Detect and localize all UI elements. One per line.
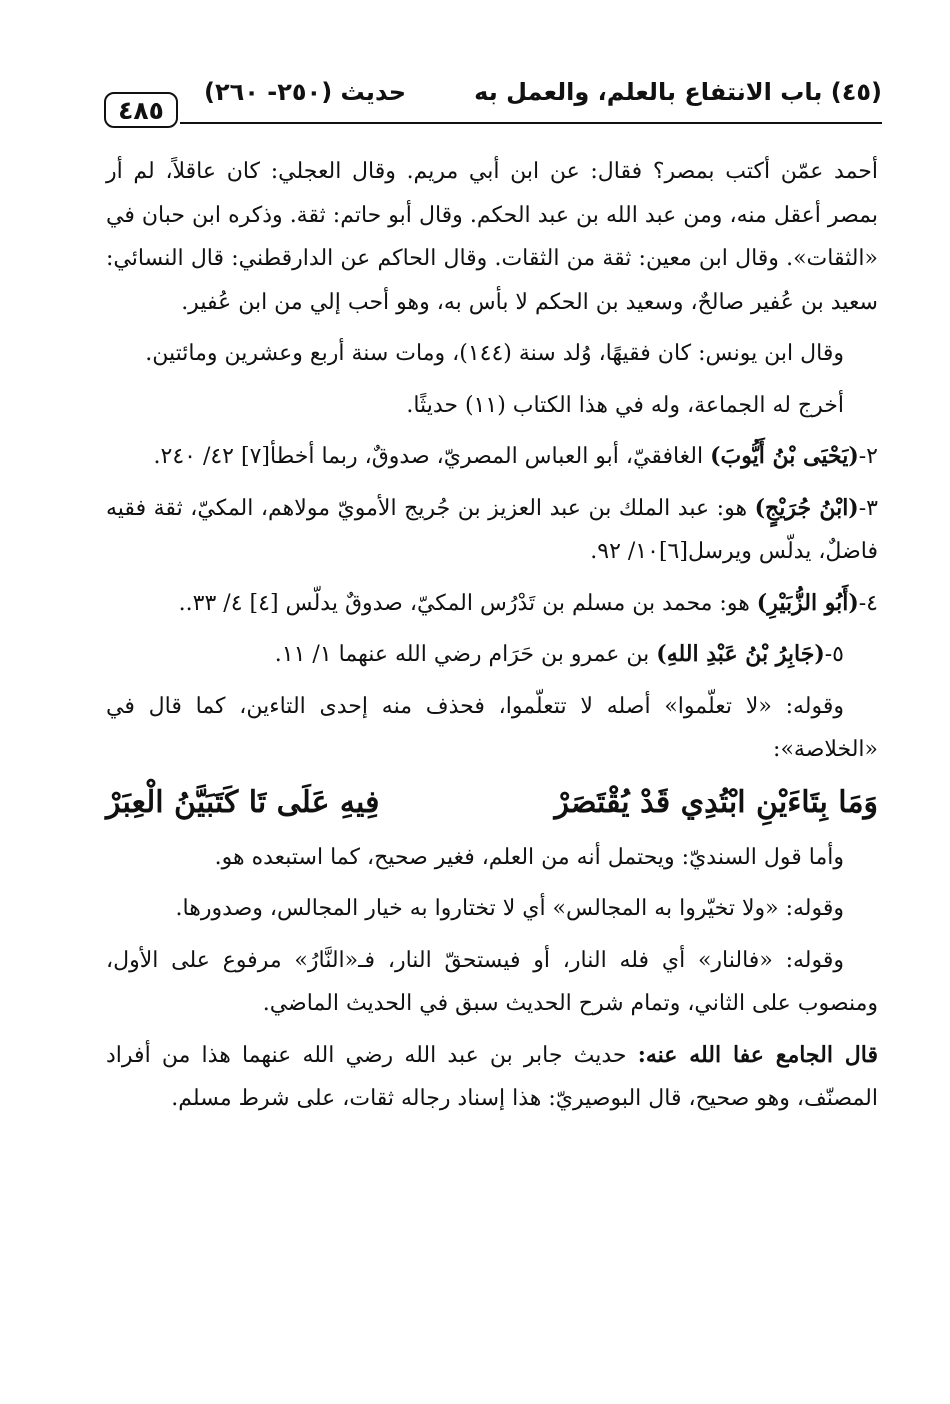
entry-number: ٥-	[824, 642, 844, 667]
page-header	[104, 70, 882, 130]
header-hadith-range: حديث (٢٥٠- ٢٦٠)	[204, 78, 407, 106]
poem-verse	[106, 780, 878, 826]
poem-first-hemistich: وَمَا بِتَاءَيْنِ ابْتُدِي قَدْ يُقْتَصَرْ	[554, 784, 878, 820]
narrator-name: (يَحْيَى بْنُ أَيُّوبَ)	[710, 443, 859, 469]
narrator-description: الغافقيّ، أبو العباس المصريّ، صدوقٌ، ربما أخطأ[٧] ٤٢/ ٢٤٠.	[153, 444, 711, 469]
poem-second-hemistich: فِيهِ عَلَى تَا كَتَبَيَّنُ الْعِبَرْ	[106, 784, 380, 820]
narrator-name: (جَابِرُ بْنُ عَبْدِ اللهِ)	[656, 641, 825, 667]
narrator-description: هو: محمد بن مسلم بن تَدْرُس المكيّ، صدوقٌ يدلّس [٤] ٤/ ٣٣..	[178, 590, 757, 616]
paragraph-sindi: وأما قول السنديّ: ويحتمل أنه من العلم، فغير صحيح، كما استبعده هو.	[214, 844, 844, 870]
paragraph-majalis: وقوله: «ولا تخيّروا به المجالس» أي لا تختاروا به خيار المجالس، وصدورها.	[175, 896, 844, 921]
page-number: ٤٨٥	[104, 92, 178, 128]
jami-label: قال الجامع عفا الله عنه:	[637, 1041, 878, 1068]
narrator-name: (أَبُو الزُّبَيْرِ)	[756, 589, 859, 616]
narrator-entry-2	[106, 435, 878, 479]
narrator-entry-3	[106, 487, 878, 574]
narrator-entry-5	[106, 633, 878, 677]
header-chapter-title: (٤٥) باب الانتفاع بالعلم، والعمل به	[474, 78, 882, 106]
entry-number: ٣-	[858, 495, 878, 521]
paragraph-narrator-continuation: أحمد عمّن أكتب بمصر؟ فقال: عن ابن أبي مريم. وقال العجلي: كان عاقلاً، لم أر بمصر أعقل منه، ومن عبد الله بن عبد الحكم. وقال أبو حاتم: ثقة. وذكره ابن حبان في «الثقات». وقال ابن معين: ثقة من الثقات. وقال الحاكم عن الدارقطني: قال النسائي: سعيد بن عُفير صالحٌ، وسعيد بن الحكم لا بأس به، وهو أحب إلي من ابن عُفير.	[106, 159, 878, 315]
narrator-name: (ابْنُ جُرَيْجٍ)	[754, 494, 859, 521]
jami-text: حديث جابر بن عبد الله رضي الله عنهما هذا من أفراد المصنّف، وهو صحيح، قال البوصيريّ: هذا إسناد رجاله ثقات، على شرط مسلم.	[106, 1042, 878, 1111]
narrator-description: بن عمرو بن حَرَام رضي الله عنهما ١/ ١١.	[274, 642, 657, 667]
entry-number: ٢-	[858, 444, 878, 469]
paragraph-jamaah: أخرج له الجماعة، وله في هذا الكتاب (١١) حديثًا.	[406, 392, 844, 418]
paragraph-jami-comment	[106, 1034, 878, 1121]
paragraph-ibn-yunus: وقال ابن يونس: كان فقيهًا، وُلد سنة (١٤٤)، ومات سنة أربع وعشرين ومائتين.	[145, 341, 844, 366]
page-body	[106, 150, 878, 1129]
entry-number: ٤-	[858, 590, 878, 616]
narrator-entry-4	[106, 582, 878, 626]
narrator-description: هو: عبد الملك بن عبد العزيز بن جُريج الأمويّ مولاهم، المكيّ، ثقة فقيه فاضلٌ، يدلّس ويرسل[٦]١٠/ ٩٢.	[106, 495, 878, 564]
paragraph-la-taallamu: وقوله: «لا تعلّموا» أصله لا تتعلّموا، فحذف منه إحدى التاءين، كما قال في «الخلاصة»:	[106, 693, 878, 762]
paragraph-nar: وقوله: «فالنار» أي فله النار، أو فيستحقّ النار، فـ«النَّارُ» مرفوع على الأول، ومنصوب على الثاني، وتمام شرح الحديث سبق في الحديث الماضي.	[106, 947, 878, 1016]
header-rule	[180, 122, 882, 124]
